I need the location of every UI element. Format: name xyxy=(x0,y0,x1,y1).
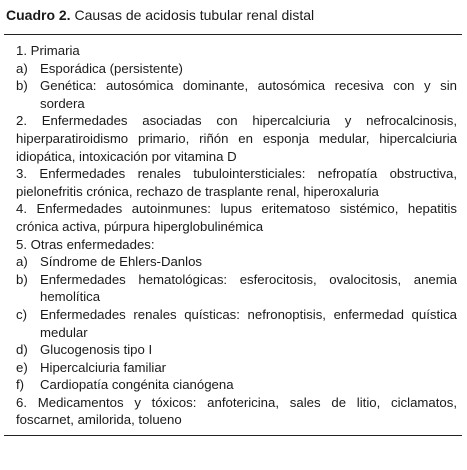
caption-text: Causas de acidosis tubular renal distal xyxy=(74,7,315,23)
sub-item xyxy=(16,271,457,306)
caption-label: Cuadro 2. xyxy=(6,7,71,23)
sub-item-text: Enfermedades renales quísticas: nefronoptisis, enfermedad quística medular xyxy=(40,306,457,340)
table-caption xyxy=(4,6,462,30)
sub-item xyxy=(16,77,457,112)
list-item: 5. Otras enfermedades: xyxy=(16,236,155,252)
list-item: 1. Primaria xyxy=(16,43,80,58)
sub-item xyxy=(16,306,457,341)
sub-item-letter: b) xyxy=(16,271,28,287)
sub-item-text: Hipercalciuria familiar xyxy=(40,359,167,375)
sub-item-text: Genética: autosómica dominante, autosómica recesiva con y sin sordera xyxy=(40,78,457,111)
sub-item-text: Esporádica (persistente) xyxy=(40,60,183,76)
sub-item-letter: f) xyxy=(16,377,25,393)
sub-item xyxy=(16,341,457,359)
sub-item-letter: e) xyxy=(16,359,28,375)
list-item: 2. Enfermedades asociadas con hipercalciuria y nefrocalcinosis, hiperparatiroidismo primario, riñón en esponja medular, hipercalciuria idiopática, intoxicación por vitamina D xyxy=(16,113,457,164)
sub-item-text: Síndrome de Ehlers-Danlos xyxy=(40,254,202,270)
sub-item-letter: a) xyxy=(16,60,28,76)
list-item: 6. Medicamentos y tóxicos: anfotericina, sales de litio, ciclamatos, foscarnet, amilorida, tolueno xyxy=(16,394,457,428)
sub-item-letter: a) xyxy=(16,254,28,270)
list-item: 4. Enfermedades autoinmunes: lupus eritematoso sistémico, hepatitis crónica activa, púrpura hiperglobulinémica xyxy=(16,201,457,234)
table-container xyxy=(4,6,462,436)
sub-item-text: Cardiopatía congénita cianógena xyxy=(40,377,234,393)
sub-item xyxy=(16,253,457,271)
sub-item xyxy=(16,359,457,377)
sub-item-letter: d) xyxy=(16,342,28,358)
sub-item-text: Glucogenosis tipo I xyxy=(40,342,153,358)
sub-item xyxy=(16,376,457,394)
sub-item xyxy=(16,60,457,78)
sub-item-text: Enfermedades hematológicas: esferocitosis, ovalocitosis, anemia hemolítica xyxy=(40,271,457,305)
list-item: 3. Enfermedades renales tubulointersticiales: nefropatía obstructiva, pielonefritis crónica, rechazo de trasplante renal, hiperoxaluria xyxy=(16,166,457,199)
bottom-rule xyxy=(4,435,462,436)
sub-item-letter: b) xyxy=(16,78,28,94)
sub-item-letter: c) xyxy=(16,306,27,322)
table-body xyxy=(4,35,457,429)
